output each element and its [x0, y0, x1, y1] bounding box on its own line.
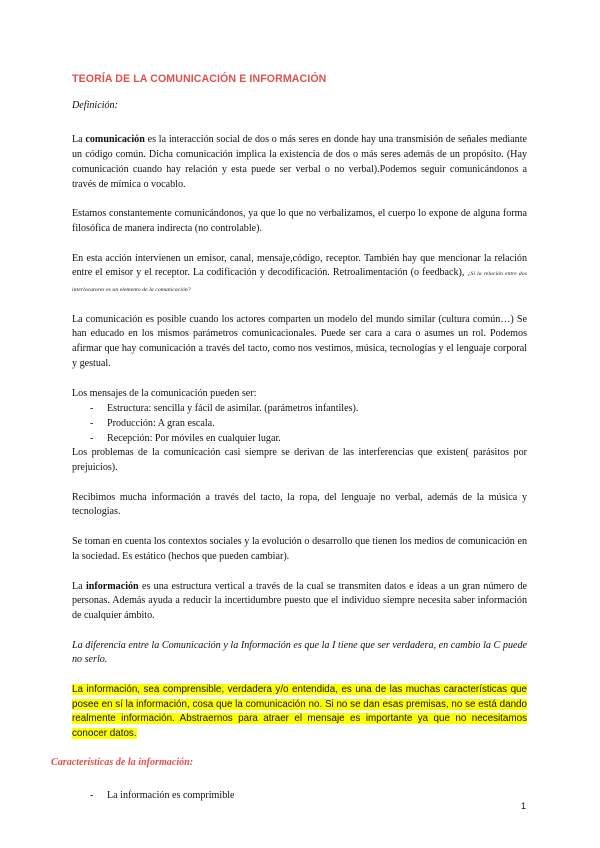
- list-item: - Producción: A gran escala.: [72, 417, 527, 432]
- messages-intro: Los mensajes de la comunicación pueden ser:: [72, 387, 257, 399]
- list-item: - Estructura: sencilla y fácil de asimilar. (parámetros infantiles).: [72, 402, 527, 417]
- list-item: - Recepción: Por móviles en cualquier lugar.: [72, 432, 527, 447]
- definition-label: Definición:: [72, 99, 118, 111]
- list-item: - La información es comprimible: [72, 789, 527, 804]
- page-number: 1: [520, 801, 526, 811]
- term-informacion: información: [85, 580, 139, 592]
- messages-list: [72, 402, 527, 446]
- paragraph-constantemente: Estamos constantemente comunicándonos, ya que lo que no verbalizamos, el cuerpo lo expone de alguna forma filosófica de manera indirecta (no controlable).: [72, 208, 527, 234]
- term-comunicacion: comunicación: [85, 134, 145, 146]
- paragraph-problemas: Los problemas de la comunicación casi siempre se derivan de las interferencias que existen( parásitos por prejuicios).: [72, 447, 527, 474]
- small-question-note: ¿Si la relación entre dos interlocutores es un elemento de la comunicación?: [72, 271, 527, 294]
- paragraph-contextos: Se toman en cuenta los contextos sociales y la evolución o desarrollo que tienen los medios de comunicación en la sociedad. Es estático (hechos que pueden cambiar).: [72, 536, 527, 562]
- paragraph-comunicacion: [72, 133, 527, 192]
- paragraph-text: La: [72, 580, 86, 592]
- paragraph-diferencia: La diferencia entre la Comunicación y la Información es que la I tiene que ser verdadera, en cambio la C puede no serlo.: [72, 639, 527, 666]
- section-title: Características de la información:: [51, 757, 194, 769]
- document-title: TEORÍA DE LA COMUNICACIÓN E INFORMACIÓN: [72, 73, 327, 85]
- paragraph-text: es una estructura vertical a través de la cual se transmiten datos e ideas a un gran número de personas. Además ayuda a reducir la incertidumbre puesto que el individuo siempre necesita saber información de cualquier ámbito.: [72, 580, 527, 621]
- paragraph-text: La: [72, 134, 86, 146]
- paragraph-elementos: [72, 252, 527, 298]
- paragraph-informacion: [72, 580, 527, 624]
- paragraph-recibimos: Recibimos mucha información a través del tacto, la ropa, del lenguaje no verbal, además de la música y tecnologías.: [72, 491, 527, 518]
- paragraph-text: En esta acción intervienen un emisor, canal, mensaje,código, receptor. También hay que mencionar la relación entre el emisor y el receptor. La codificación y decodificación. Retroalimentación (o feedback),: [72, 252, 527, 279]
- highlighted-text: La información, sea comprensible, verdadera y/o entendida, es una de las muchas características que posee en sí la información, cosa que la comunicación no. Si no se dan esas premisas, no se está dando realmente información. Abstraernos para atraer el mensaje es importante ya que no necesitamos conocer datos.: [72, 684, 527, 739]
- characteristics-list: [72, 789, 527, 804]
- paragraph-text: es la interacción social de dos o más seres en donde hay una transmisión de señales mediante un código común. Dicha comunicación implica la existencia de dos o más seres además de un propósito. (Hay comunicación cuando hay relación y esta puede ser verbal o no verbal).Podemos seguir comunicándonos a través de mímica o vocablo.: [72, 134, 527, 190]
- document-body: [51, 72, 527, 804]
- paragraph-posible: La comunicación es posible cuando los actores comparten un modelo del mundo similar (cultura común…) Se han educado en los mismos parámetros comunicacionales. Puede ser cara a cara o asumes un rol. Podemos afirmar que hay comunicación a través del tacto, como nos vestimos, música, tecnologías y el lenguaje corporal y gestual.: [72, 313, 527, 369]
- highlighted-paragraph: [72, 683, 527, 741]
